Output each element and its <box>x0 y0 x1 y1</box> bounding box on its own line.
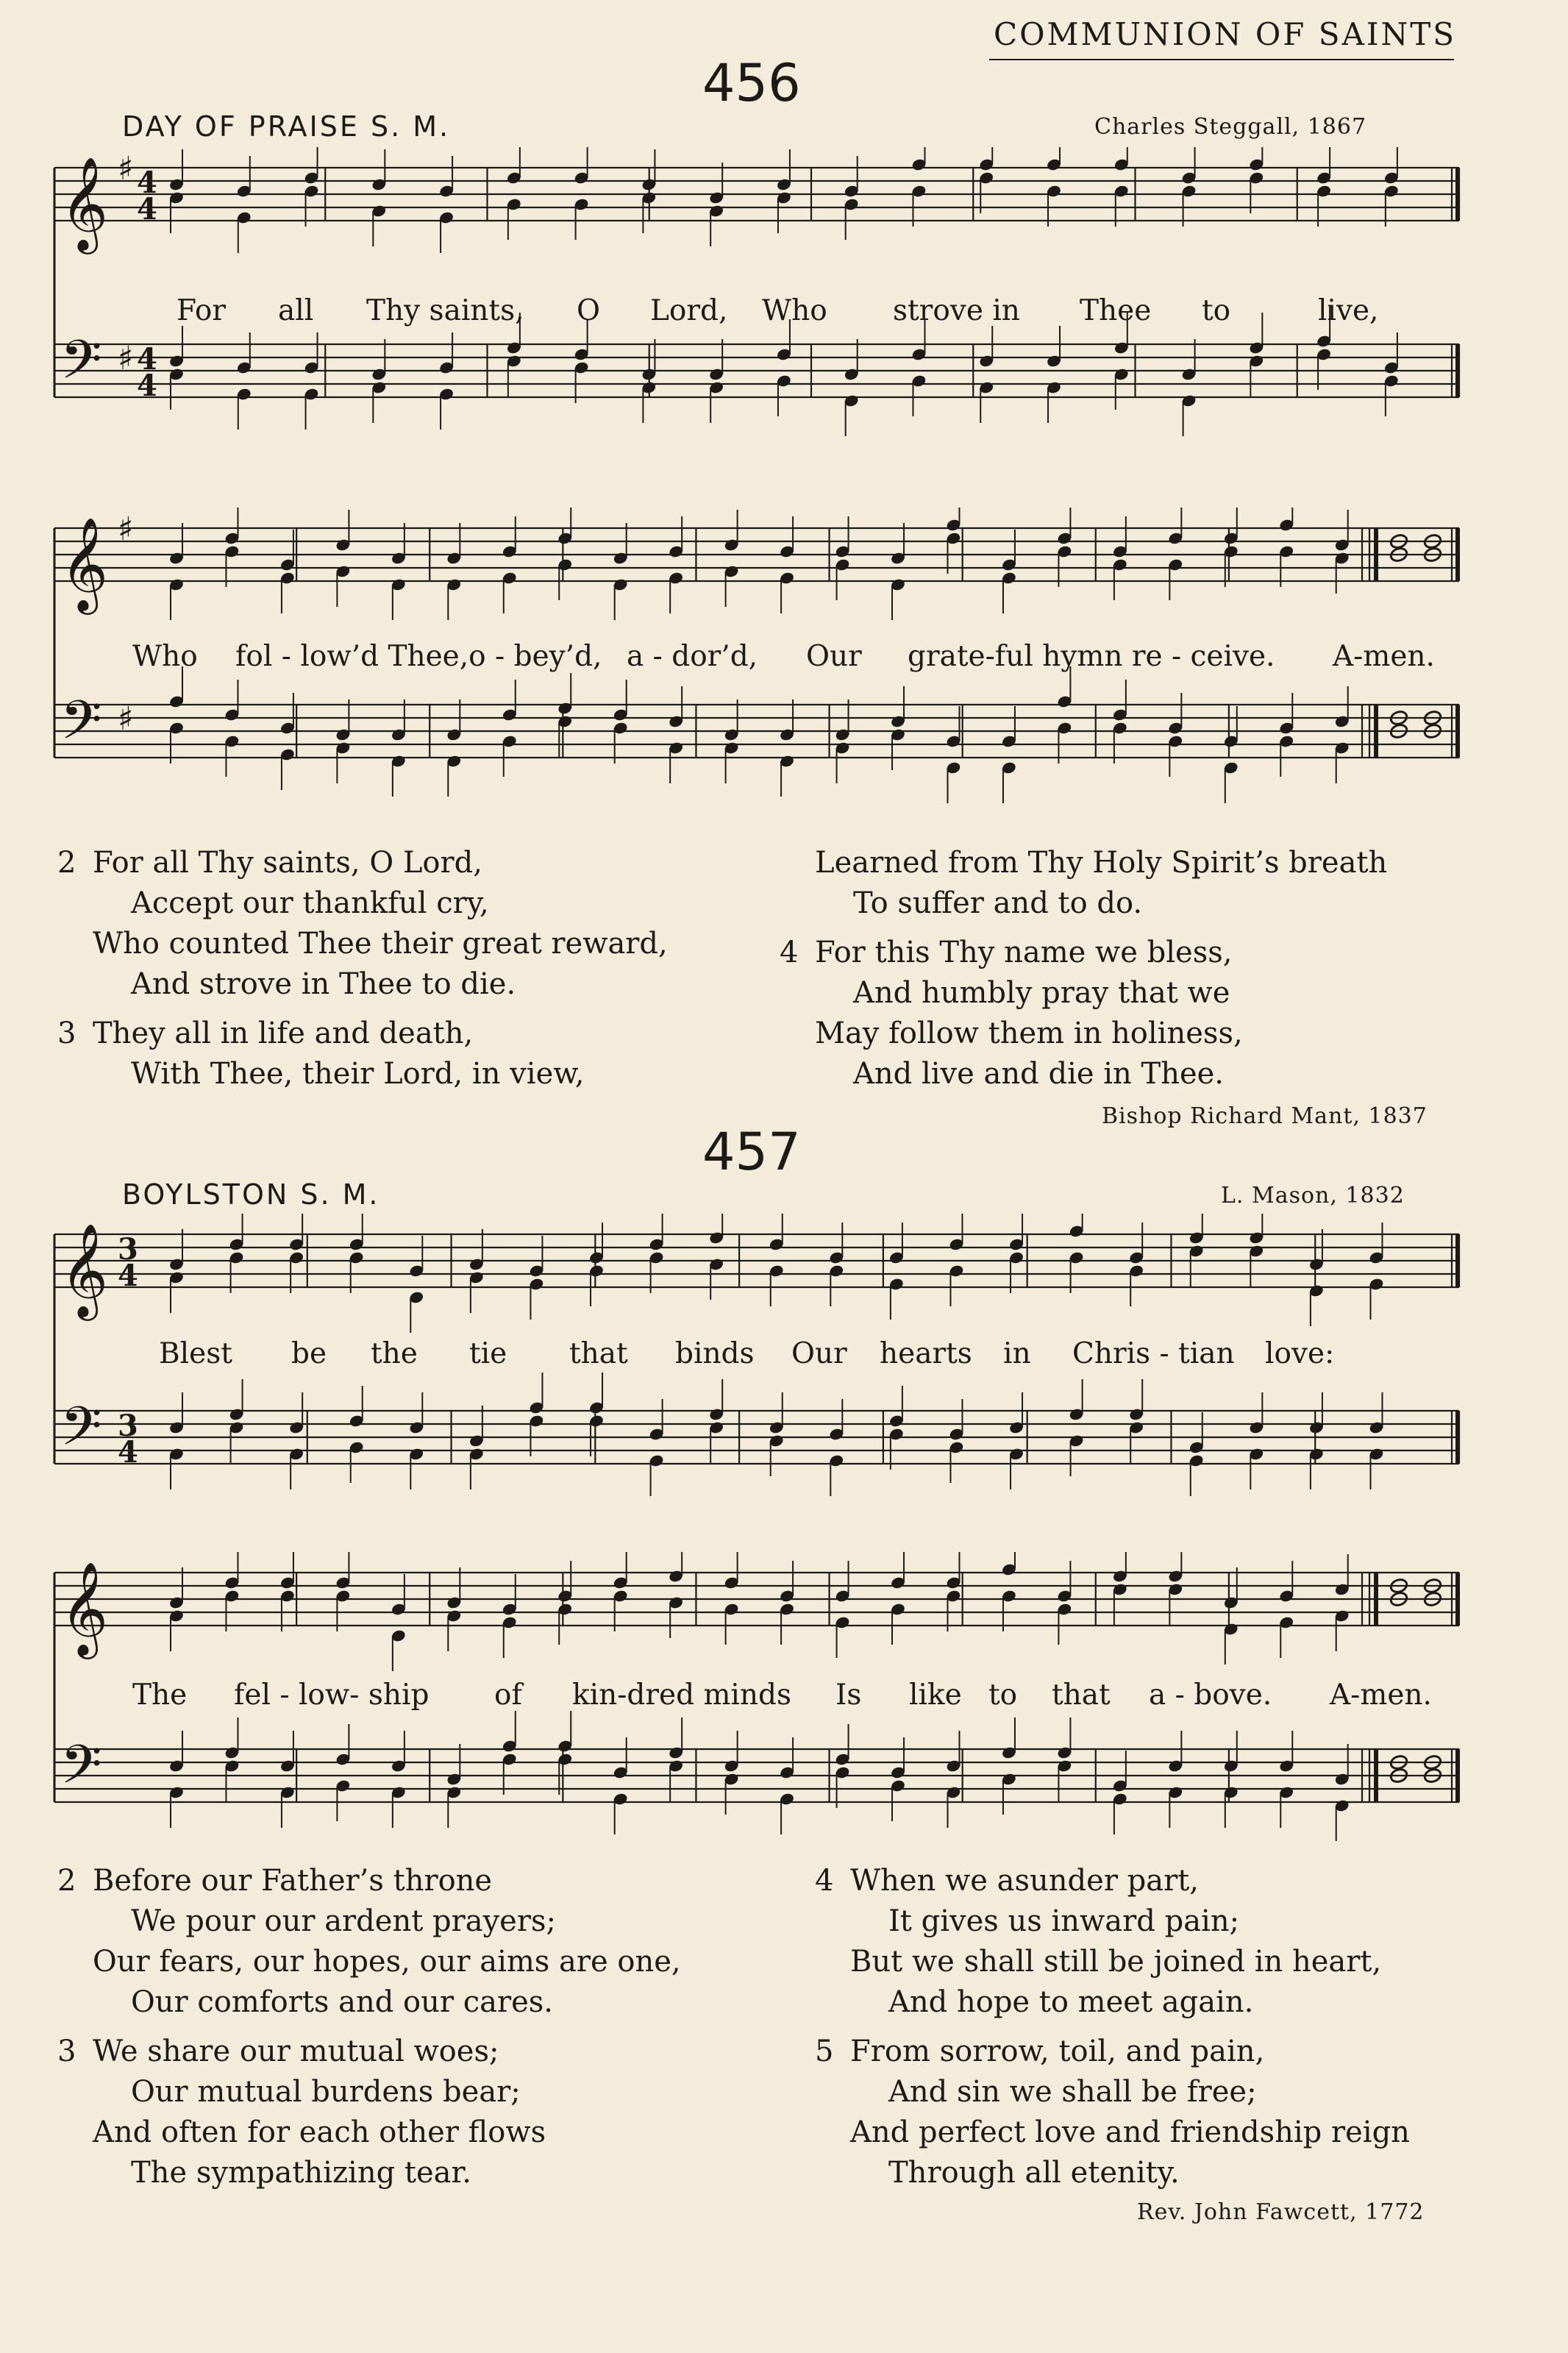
hymn-456-verses-left <box>57 843 668 1094</box>
hymn-456-system-1 <box>53 147 1465 493</box>
lyric-syllable: a - bove. <box>1149 1679 1272 1712</box>
lyric-syllable: O <box>577 294 600 327</box>
hymn-456-number: 456 <box>702 53 801 113</box>
verse-line: Who counted Thee their great reward, <box>93 927 668 961</box>
verse-line: And hope to meet again. <box>888 1985 1254 2019</box>
lyric-syllable: of <box>494 1679 522 1712</box>
verse-line: The sympathizing tear. <box>131 2156 471 2190</box>
hymn-457-verses-right <box>815 1861 1410 2193</box>
sharp-icon: ♯ <box>118 150 134 188</box>
sharp-icon: ♯ <box>118 510 134 548</box>
hymn-456-verses-right <box>780 843 1387 1094</box>
final-barline <box>1455 528 1460 581</box>
verse-line: We pour our ardent prayers; <box>131 1904 556 1938</box>
time-signature-denominator: 4 <box>118 1259 138 1293</box>
verse-line: 5 From sorrow, toil, and pain, <box>815 2035 1265 2068</box>
bass-clef-icon: 𝄢 <box>60 1733 102 1809</box>
verse-line: Our comforts and our cares. <box>131 1985 554 2019</box>
final-barline <box>1455 168 1460 221</box>
verse-line: 2 Before our Father’s throne <box>57 1864 493 1898</box>
lyric-syllable: For <box>177 294 227 327</box>
final-barline <box>1455 1234 1460 1287</box>
lyric-syllable: be <box>291 1337 327 1370</box>
hymn-456-author: Bishop Richard Mant, 1837 <box>1102 1103 1428 1129</box>
lyric-syllable: that <box>1052 1679 1111 1712</box>
lyric-syllable: the <box>371 1337 418 1370</box>
treble-clef-icon: 𝄞 <box>60 1222 109 1317</box>
lyric-syllable: Our <box>806 640 862 673</box>
lyric-syllable: A-men. <box>1333 640 1435 673</box>
hymn-457-system-1 <box>53 1214 1465 1552</box>
lyric-syllable: A-men. <box>1330 1679 1432 1712</box>
hymn-457-system-2 <box>53 1552 1465 1861</box>
final-barline <box>1455 1573 1460 1626</box>
verse-line: May follow them in holiness, <box>815 1017 1243 1050</box>
final-barline <box>1455 1411 1460 1464</box>
time-signature-denominator: 4 <box>137 192 157 227</box>
verse-line: 3 They all in life and death, <box>57 1017 474 1050</box>
time-signature-numerator: 3 <box>118 1409 138 1443</box>
lyric-syllable: binds <box>675 1337 755 1370</box>
bass-clef-icon: 𝄢 <box>60 328 102 404</box>
lyric-syllable: a - dor’d, <box>627 640 758 673</box>
verse-line: 4 When we asunder part, <box>815 1864 1200 1898</box>
hymn-456-composer: Charles Steggall, 1867 <box>1094 114 1367 140</box>
music-staff-system <box>53 1214 1465 1552</box>
lyric-syllable: Our <box>791 1337 847 1370</box>
hymn-457-tune: BOYLSTON S. M. <box>122 1178 380 1211</box>
lyric-syllable: fol - low’d Thee,o - bey’d, <box>235 640 602 673</box>
time-signature-numerator: 4 <box>137 165 157 200</box>
time-signature-numerator: 4 <box>137 342 157 377</box>
bass-clef-icon: 𝄢 <box>60 688 102 764</box>
hymn-457-verses-left <box>57 1861 681 2193</box>
lyric-syllable: like <box>909 1679 962 1712</box>
lyric-syllable: to <box>988 1679 1018 1712</box>
verse-line: And often for each other flows <box>93 2115 546 2149</box>
verse-line: Through all etenity. <box>888 2156 1180 2190</box>
lyric-syllable: The <box>132 1679 188 1712</box>
hymn-457-composer: L. Mason, 1832 <box>1221 1183 1405 1208</box>
final-barline <box>1455 344 1460 397</box>
music-staff-system <box>53 508 1465 853</box>
verse-line: 2 For all Thy saints, O Lord, <box>57 846 482 880</box>
bass-clef-icon: 𝄢 <box>60 1395 102 1470</box>
hymn-457-lyrics-line-2 <box>53 1679 1465 1715</box>
verse-line: Our fears, our hopes, our aims are one, <box>93 1945 681 1979</box>
verse-line: Accept our thankful cry, <box>131 886 489 920</box>
lyric-syllable: Who <box>762 294 827 327</box>
lyric-syllable: Chris - tian <box>1072 1337 1235 1370</box>
hymn-457-lyrics-line-1 <box>53 1337 1465 1374</box>
treble-clef-icon: 𝄞 <box>60 156 109 250</box>
lyric-syllable: that <box>569 1337 628 1370</box>
lyric-syllable: love: <box>1265 1337 1335 1370</box>
verse-line: And perfect love and friendship reign <box>850 2115 1410 2149</box>
verse-line: But we shall still be joined in heart, <box>850 1945 1382 1979</box>
lyric-syllable: in <box>1003 1337 1031 1370</box>
hymn-456-tune: DAY OF PRAISE S. M. <box>122 110 451 143</box>
running-head: COMMUNION OF SAINTS <box>993 16 1456 52</box>
verse-line: 4 For this Thy name we bless, <box>780 936 1233 969</box>
lyric-syllable: Is <box>835 1679 862 1712</box>
verse-line: And strove in Thee to die. <box>131 967 516 1001</box>
time-signature-denominator: 4 <box>118 1435 138 1470</box>
time-signature-denominator: 4 <box>137 369 157 403</box>
verse-line: And sin we shall be free; <box>888 2075 1257 2109</box>
time-signature-numerator: 3 <box>118 1232 138 1267</box>
verse-line: 3 We share our mutual woes; <box>57 2035 499 2068</box>
verse-line: And humbly pray that we <box>853 976 1230 1010</box>
treble-clef-icon: 𝄞 <box>60 1561 109 1655</box>
running-head-rule <box>989 59 1454 60</box>
hymn-456-lyrics-line-2 <box>53 640 1465 677</box>
verse-line: With Thee, their Lord, in view, <box>131 1057 585 1091</box>
hymn-456-lyrics-line-1 <box>53 294 1465 331</box>
hymn-457-number: 457 <box>702 1122 801 1182</box>
treble-clef-icon: 𝄞 <box>60 516 109 611</box>
lyric-syllable: Blest <box>159 1337 232 1370</box>
final-barline <box>1374 705 1378 758</box>
lyric-syllable: live, <box>1318 294 1379 327</box>
hymn-456-system-2 <box>53 508 1465 853</box>
lyric-syllable: all <box>278 294 314 327</box>
lyric-syllable: grate-ful hymn re - ceive. <box>908 640 1275 673</box>
verse-line: To suffer and to do. <box>853 886 1143 920</box>
lyric-syllable: Thee <box>1080 294 1152 327</box>
verse-line: It gives us inward pain; <box>888 1904 1240 1938</box>
verse-line: And live and die in Thee. <box>853 1057 1225 1091</box>
lyric-syllable: strove in <box>893 294 1020 327</box>
final-barline <box>1374 1573 1378 1626</box>
lyric-syllable: Lord, <box>650 294 728 327</box>
lyric-syllable: hearts <box>880 1337 972 1370</box>
lyric-syllable: Thy saints, <box>366 294 524 327</box>
verse-line: Learned from Thy Holy Spirit’s breath <box>815 846 1388 880</box>
lyric-syllable: kin-dred minds <box>572 1679 792 1712</box>
lyric-syllable: to <box>1202 294 1231 327</box>
final-barline <box>1455 1749 1460 1802</box>
sharp-icon: ♯ <box>118 700 134 738</box>
final-barline <box>1374 528 1378 581</box>
lyric-syllable: tie <box>469 1337 507 1370</box>
hymn-457-author: Rev. John Fawcett, 1772 <box>1137 2199 1425 2225</box>
final-barline <box>1455 705 1460 758</box>
sharp-icon: ♯ <box>118 340 134 377</box>
final-barline <box>1374 1749 1378 1802</box>
verse-line: Our mutual burdens bear; <box>131 2075 521 2109</box>
lyric-syllable: fel - low- ship <box>234 1679 430 1712</box>
lyric-syllable: Who <box>132 640 198 673</box>
